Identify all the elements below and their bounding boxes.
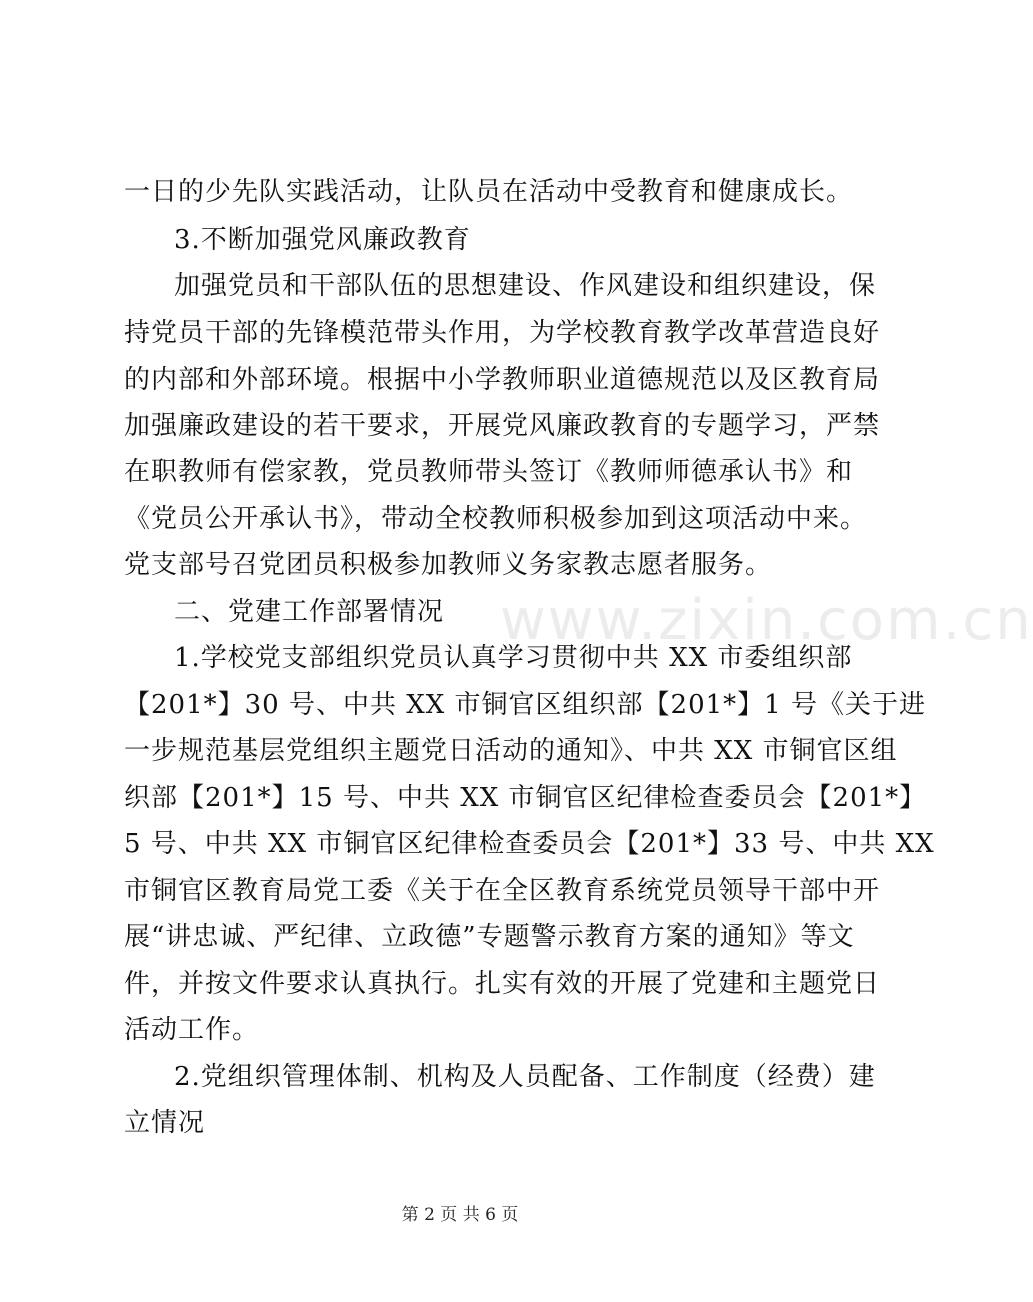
paragraph-line: 织部【201*】15 号、中共 XX 市铜官区纪律检查委员会【201*】 — [124, 783, 927, 813]
section-heading: 二、党建工作部署情况 — [174, 597, 445, 627]
watermark: www.zixin.com.cn — [500, 588, 1033, 653]
paragraph-line: 【201*】30 号、中共 XX 市铜官区组织部【201*】1 号《关于进 — [124, 690, 926, 720]
section-heading: 3.不断加强党风廉政教育 — [174, 225, 471, 255]
paragraph-line: 活动工作。 — [124, 1015, 260, 1045]
paragraph-line: 立情况 — [124, 1108, 206, 1138]
paragraph-line: 一日的少先队实践活动，让队员在活动中受教育和健康成长。 — [124, 177, 854, 207]
paragraph-line: 5 号、中共 XX 市铜官区纪律检查委员会【201*】33 号、中共 XX — [124, 829, 935, 859]
paragraph-line: 加强党员和干部队伍的思想建设、作风建设和组织建设，保 — [174, 271, 877, 301]
paragraph-line: 市铜官区教育局党工委《关于在全区教育系统党员领导干部中开 — [124, 876, 881, 906]
section-heading: 2.党组织管理体制、机构及人员配备、工作制度（经费）建 — [174, 1062, 876, 1092]
paragraph-line: 在职教师有偿家教，党员教师带头签订《教师师德承认书》和 — [124, 457, 854, 487]
paragraph-line: 持党员干部的先锋模范带头作用，为学校教育教学改革营造良好 — [124, 318, 881, 348]
paragraph-line: 党支部号召党团员积极参加教师义务家教志愿者服务。 — [124, 550, 773, 580]
page-number: 第 2 页 共 6 页 — [401, 1205, 519, 1225]
paragraph-line: 1.学校党支部组织党员认真学习贯彻中共 XX 市委组织部 — [174, 643, 853, 673]
paragraph-line: 的内部和外部环境。根据中小学教师职业道德规范以及区教育局 — [124, 365, 881, 395]
paragraph-line: 展“讲忠诚、严纪律、立政德”专题警示教育方案的通知》等文 — [124, 922, 855, 952]
paragraph-line: 加强廉政建设的若干要求，开展党风廉政教育的专题学习，严禁 — [124, 411, 881, 441]
paragraph-line: 《党员公开承认书》，带动全校教师积极参加到这项活动中来。 — [124, 504, 868, 534]
paragraph-line: 件，并按文件要求认真执行。扎实有效的开展了党建和主题党日 — [124, 969, 881, 999]
paragraph-line: 一步规范基层党组织主题党日活动的通知》、中共 XX 市铜官区组 — [124, 736, 898, 766]
